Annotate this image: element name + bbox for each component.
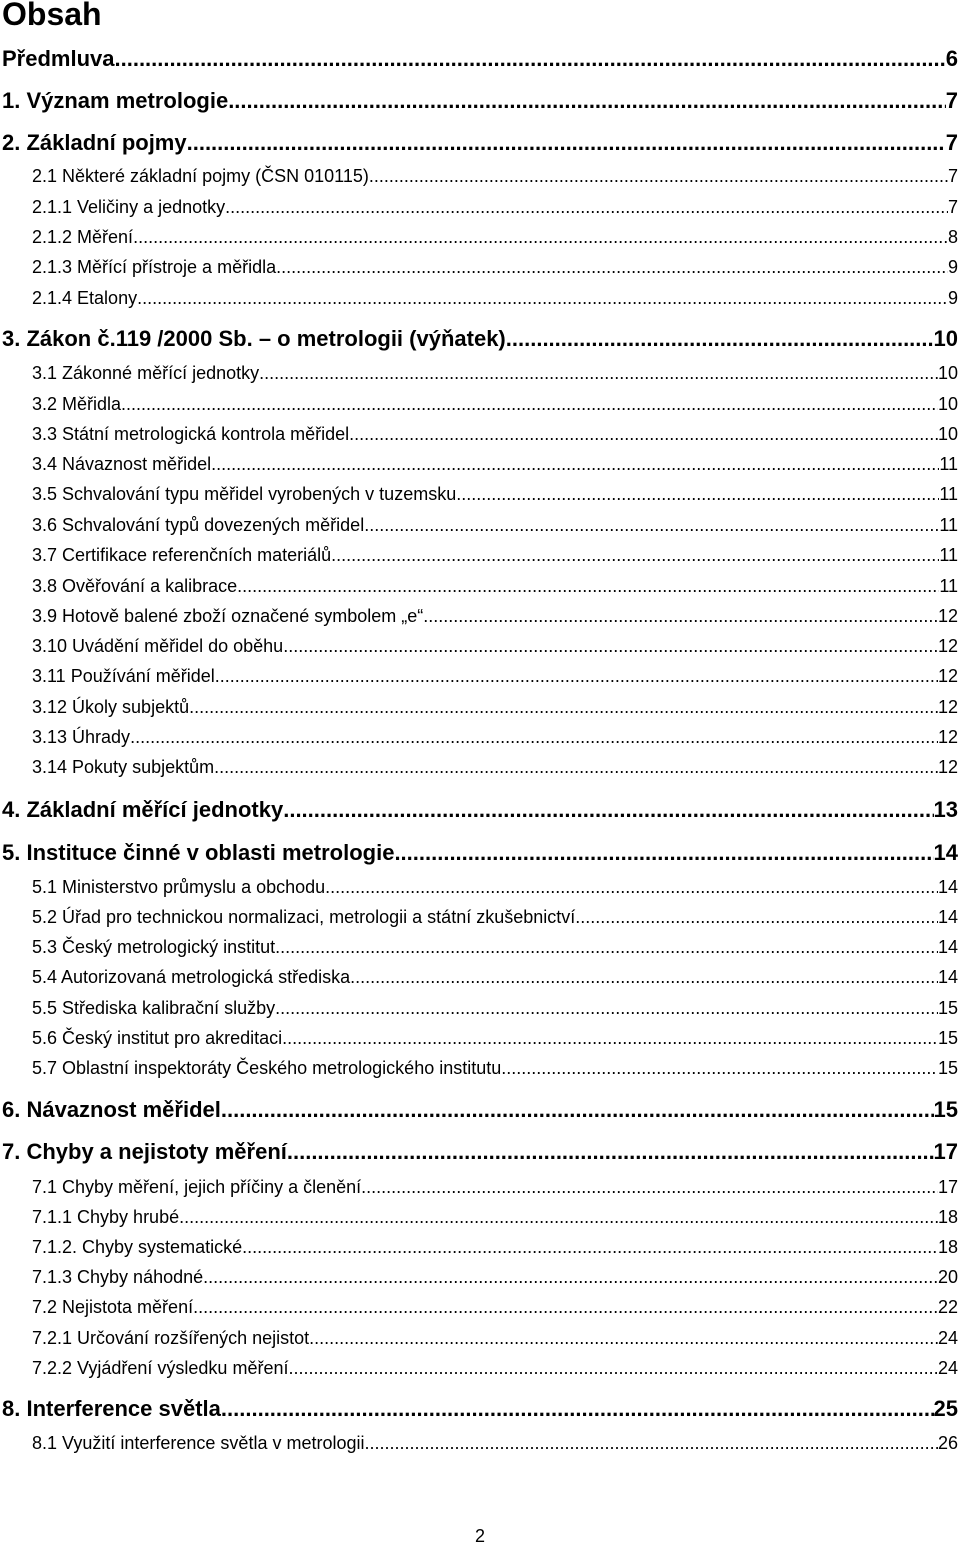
toc-entry[interactable] (0, 324, 958, 354)
toc-entry-page: 10 (933, 326, 958, 351)
toc-dot-leader (275, 995, 938, 1021)
toc-entry-title: 3.9 Hotově balené zboží označené symbolem „e“ (32, 606, 424, 626)
toc-dot-leader (349, 421, 938, 447)
toc-entry[interactable] (0, 874, 958, 900)
toc-dot-leader (361, 1174, 938, 1200)
toc-entry-page: 17 (937, 1177, 958, 1197)
toc-entry-title: 3. Zákon č.119 /2000 Sb. – o metrologii (výňatek) (2, 326, 506, 351)
toc-dot-leader (456, 481, 939, 507)
toc-dot-leader (331, 542, 939, 568)
toc-entry[interactable] (0, 194, 958, 220)
toc-entry-page: 14 (937, 937, 958, 957)
toc-dot-leader (211, 451, 939, 477)
toc-dot-leader (215, 663, 938, 689)
toc-entry-page: 12 (937, 606, 958, 626)
toc-entry[interactable] (0, 285, 958, 311)
toc-entry-page: 7 (945, 130, 958, 155)
toc-entry[interactable] (0, 838, 958, 868)
toc-entry[interactable] (0, 995, 958, 1021)
toc-entry-title: 3.3 Státní metrologická kontrola měřidel (32, 424, 350, 444)
toc-dot-leader (350, 964, 938, 990)
toc-entry[interactable] (0, 694, 958, 720)
toc-dot-leader (283, 633, 938, 659)
toc-entry[interactable] (0, 360, 958, 386)
toc-entry[interactable] (0, 663, 958, 689)
toc-dot-leader (259, 360, 938, 386)
toc-entry-title: 3.6 Schvalování typů dovezených měřidel (32, 515, 365, 535)
toc-dot-leader (115, 44, 946, 74)
toc-entry-page: 8 (947, 227, 958, 247)
toc-entry-title: 5.5 Střediska kalibrační služby (32, 998, 276, 1018)
toc-entry[interactable] (0, 1204, 958, 1230)
toc-entry-title: 5.4 Autorizovaná metrologická střediska (32, 967, 351, 987)
toc-entry-title: 2.1.4 Etalony (32, 288, 138, 308)
toc-entry-title: 3.2 Měřidla (32, 394, 122, 414)
toc-entry-page: 13 (933, 797, 958, 822)
toc-entry[interactable] (0, 573, 958, 599)
toc-entry-page: 9 (947, 288, 958, 308)
toc-entry-page: 14 (937, 877, 958, 897)
toc-entry[interactable] (0, 1264, 958, 1290)
toc-entry-title: 7.1.1 Chyby hrubé (32, 1207, 180, 1227)
toc-entry-title: 6. Návaznost měřidel (2, 1097, 221, 1122)
toc-entry-page: 22 (937, 1297, 958, 1317)
toc-entry-title: 7.2.2 Vyjádření výsledku měření (32, 1358, 289, 1378)
toc-dot-leader (137, 285, 948, 311)
toc-dot-leader (228, 86, 946, 116)
toc-entry-title: 4. Základní měřící jednotky (2, 797, 284, 822)
toc-entry-page: 10 (937, 394, 958, 414)
toc-entry-page: 12 (937, 727, 958, 747)
toc-entry[interactable] (0, 512, 958, 538)
toc-entry-title: 5.6 Český institut pro akreditaci (32, 1028, 283, 1048)
toc-entry[interactable] (0, 1355, 958, 1381)
toc-entry-page: 15 (937, 998, 958, 1018)
toc-entry-page: 15 (937, 1058, 958, 1078)
toc-entry-page: 14 (937, 907, 958, 927)
toc-entry-title: 3.8 Ověřování a kalibrace (32, 576, 238, 596)
toc-entry[interactable] (0, 754, 958, 780)
toc-entry-page: 11 (939, 454, 958, 474)
toc-entry[interactable] (0, 163, 958, 189)
toc-entry-title: 5. Instituce činné v oblasti metrologie (2, 840, 395, 865)
toc-dot-leader (282, 1025, 938, 1051)
toc-entry-title: 7. Chyby a nejistoty měření (2, 1139, 287, 1164)
toc-entry-page: 12 (937, 666, 958, 686)
toc-entry-title: 2.1.2 Měření (32, 227, 134, 247)
toc-dot-leader (364, 1430, 937, 1456)
toc-entry-title: 7.2 Nejistota měření (32, 1297, 194, 1317)
toc-entry-title: 3.4 Návaznost měřidel (32, 454, 212, 474)
toc-dot-leader (133, 224, 948, 250)
toc-entry-page: 17 (933, 1139, 958, 1164)
toc-dot-leader (394, 838, 933, 868)
toc-entry-title: 3.13 Úhrady (32, 727, 131, 747)
toc-entry[interactable] (0, 1430, 958, 1456)
toc-entry-title: 3.1 Zákonné měřící jednotky (32, 363, 260, 383)
toc-entry[interactable] (0, 44, 958, 74)
toc-dot-leader (214, 754, 938, 780)
toc-dot-leader (187, 128, 946, 158)
toc-entry-title: 5.2 Úřad pro technickou normalizaci, metrologii a státní zkušebnictví (32, 907, 576, 927)
toc-entry-page: 12 (937, 697, 958, 717)
toc-entry[interactable] (0, 633, 958, 659)
toc-entry-title: 3.10 Uvádění měřidel do oběhu (32, 636, 284, 656)
toc-entry[interactable] (0, 481, 958, 507)
toc-entry-title: 7.1.2. Chyby systematické (32, 1237, 243, 1257)
toc-dot-leader (423, 603, 938, 629)
toc-entry[interactable] (0, 421, 958, 447)
toc-entry-page: 26 (937, 1433, 958, 1453)
toc-dot-leader (288, 1355, 938, 1381)
toc-entry-page: 25 (933, 1396, 958, 1421)
toc-entry-page: 12 (937, 757, 958, 777)
toc-entry[interactable] (0, 1394, 958, 1424)
toc-entry[interactable] (0, 391, 958, 417)
toc-entry[interactable] (0, 542, 958, 568)
toc-entry[interactable] (0, 128, 958, 158)
toc-entry-title: 3.11 Používání měřidel (32, 666, 215, 686)
toc-entry-page: 7 (947, 166, 958, 186)
toc-dot-leader (283, 795, 933, 825)
page-title: Obsah (2, 0, 102, 32)
page-number: 2 (474, 1526, 485, 1546)
toc-entry-title: 7.1 Chyby měření, jejich příčiny a členění (32, 1177, 362, 1197)
toc-entry-title: Předmluva (2, 46, 115, 71)
toc-entry[interactable] (0, 451, 958, 477)
toc-dot-leader (242, 1234, 938, 1260)
toc-dot-leader (189, 694, 938, 720)
toc-entry-title: 5.1 Ministerstvo průmyslu a obchodu (32, 877, 326, 897)
toc-dot-leader (225, 194, 948, 220)
toc-dot-leader (193, 1294, 938, 1320)
toc-dot-leader (276, 254, 948, 280)
toc-entry[interactable] (0, 1025, 958, 1051)
toc-entry-page: 10 (937, 424, 958, 444)
toc-dot-leader (221, 1095, 934, 1125)
toc-entry-page: 18 (937, 1207, 958, 1227)
toc-dot-leader (501, 1055, 938, 1081)
toc-dot-leader (575, 904, 938, 930)
toc-entry-title: 3.14 Pokuty subjektům (32, 757, 215, 777)
toc-entry-title: 2.1.3 Měřící přístroje a měřidla (32, 257, 277, 277)
toc-dot-leader (203, 1264, 938, 1290)
toc-entry-page: 12 (937, 636, 958, 656)
toc-entry[interactable] (0, 603, 958, 629)
toc-entry-page: 24 (937, 1328, 958, 1348)
toc-entry[interactable] (0, 1174, 958, 1200)
toc-dot-leader (275, 934, 938, 960)
toc-entry-page: 20 (937, 1267, 958, 1287)
toc-dot-leader (179, 1204, 938, 1230)
toc-entry[interactable] (0, 795, 958, 825)
toc-dot-leader (237, 573, 939, 599)
toc-entry-title: 3.12 Úkoly subjektů (32, 697, 190, 717)
toc-dot-leader (506, 324, 934, 354)
toc-entry-page: 7 (947, 197, 958, 217)
toc-entry-title: 3.7 Certifikace referenčních materiálů (32, 545, 332, 565)
toc-entry-title: 8.1 Využití interference světla v metrologii (32, 1433, 365, 1453)
toc-dot-leader (287, 1137, 934, 1167)
toc-entry-page: 15 (933, 1097, 958, 1122)
toc-dot-leader (309, 1325, 938, 1351)
toc-entry[interactable] (0, 1325, 958, 1351)
toc-entry-page: 11 (939, 545, 958, 565)
toc-entry-page: 6 (945, 46, 958, 71)
toc-entry[interactable] (0, 1055, 958, 1081)
toc-dot-leader (369, 163, 948, 189)
toc-entry-title: 1. Význam metrologie (2, 88, 229, 113)
toc-entry-page: 9 (947, 257, 958, 277)
toc-dot-leader (325, 874, 938, 900)
toc-entry-page: 15 (937, 1028, 958, 1048)
toc-entry-title: 5.3 Český metrologický institut (32, 937, 276, 957)
toc-dot-leader (130, 724, 938, 750)
toc-dot-leader (121, 391, 938, 417)
toc-entry-page: 10 (937, 363, 958, 383)
toc-entry[interactable] (0, 224, 958, 250)
toc-entry[interactable] (0, 1234, 958, 1260)
toc-entry-page: 18 (937, 1237, 958, 1257)
toc-entry[interactable] (0, 964, 958, 990)
toc-entry[interactable] (0, 1137, 958, 1167)
toc-entry-page: 7 (945, 88, 958, 113)
toc-entry[interactable] (0, 934, 958, 960)
toc-entry-page: 11 (939, 515, 958, 535)
toc-entry-page: 11 (939, 576, 958, 596)
toc-entry-page: 14 (933, 840, 958, 865)
toc-dot-leader (221, 1394, 934, 1424)
toc-entry[interactable] (0, 1095, 958, 1125)
toc-dot-leader (364, 512, 939, 538)
toc-entry-title: 7.1.3 Chyby náhodné (32, 1267, 204, 1287)
toc-entry-title: 2. Základní pojmy (2, 130, 187, 155)
toc-entry[interactable] (0, 254, 958, 280)
toc-entry-title: 3.5 Schvalování typu měřidel vyrobených v tuzemsku (32, 484, 457, 504)
toc-entry-title: 8. Interference světla (2, 1396, 221, 1421)
toc-entry[interactable] (0, 86, 958, 116)
toc-entry-title: 5.7 Oblastní inspektoráty Českého metrologického institutu (32, 1058, 502, 1078)
toc-entry[interactable] (0, 1294, 958, 1320)
toc-entry-title: 2.1 Některé základní pojmy (ČSN 010115) (32, 166, 369, 186)
toc-entry[interactable] (0, 904, 958, 930)
toc-entry-page: 11 (939, 484, 958, 504)
toc-entry-page: 14 (937, 967, 958, 987)
toc-entry-title: 7.2.1 Určování rozšířených nejistot (32, 1328, 310, 1348)
toc-entry[interactable] (0, 724, 958, 750)
toc-entry-title: 2.1.1 Veličiny a jednotky (32, 197, 226, 217)
toc-entry-page: 24 (937, 1358, 958, 1378)
